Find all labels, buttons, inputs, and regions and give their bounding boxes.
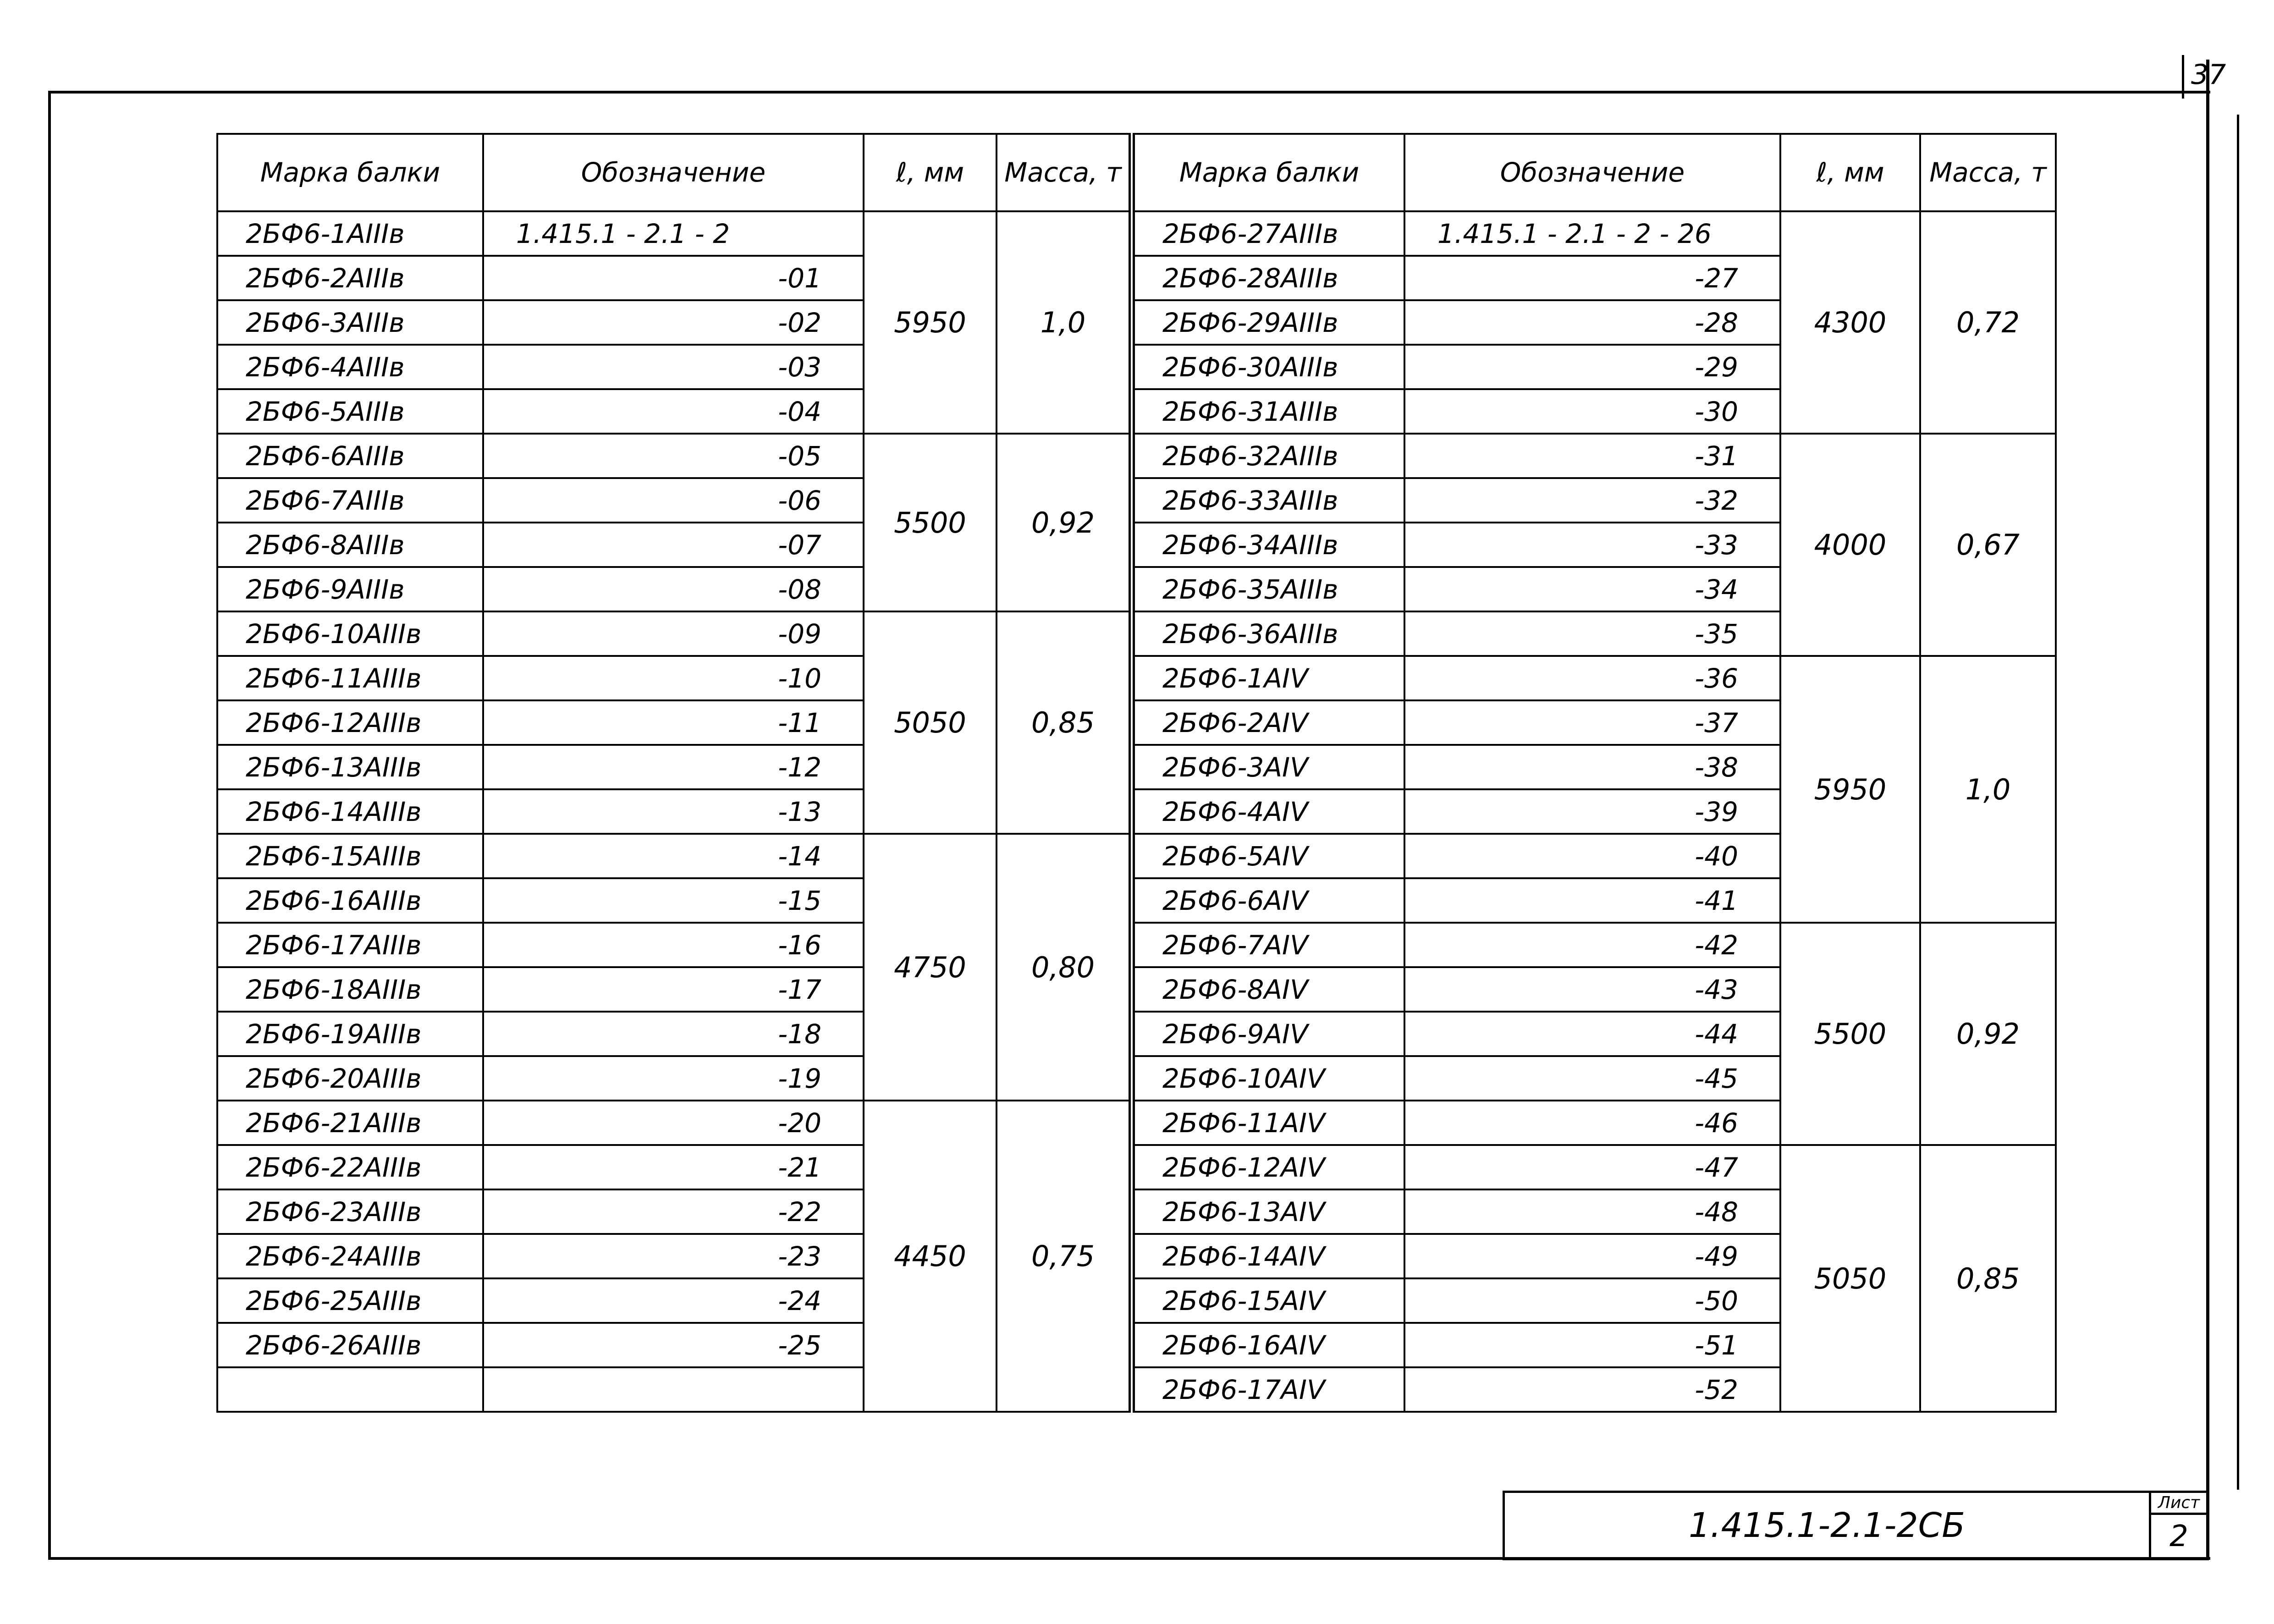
- table-row: [217, 1189, 2056, 1234]
- designation-cell: -18: [483, 1012, 864, 1056]
- length-cell: 5050: [864, 611, 997, 834]
- beam-mark-cell: 2БФ6-8АIV: [1132, 967, 1404, 1012]
- length-cell: 5950: [1780, 656, 1920, 923]
- beam-mark-cell: 2БФ6-8АIIIв: [217, 523, 483, 567]
- designation-cell: -35: [1404, 611, 1780, 656]
- table-row: [217, 567, 2056, 611]
- designation-cell: -15: [483, 878, 864, 923]
- page-number-divider: [2182, 55, 2184, 99]
- mass-cell: 1,0: [1920, 656, 2056, 923]
- designation-cell: -20: [483, 1101, 864, 1145]
- designation-cell: -37: [1404, 700, 1780, 745]
- table-row: [217, 1101, 2056, 1145]
- beam-mark-cell: 2БФ6-16АIIIв: [217, 878, 483, 923]
- designation-cell: -42: [1404, 923, 1780, 967]
- designation-cell: -28: [1404, 300, 1780, 345]
- table-row: [217, 1145, 2056, 1189]
- beam-mark-cell: 2БФ6-9АIIIв: [217, 567, 483, 611]
- designation-cell: -25: [483, 1323, 864, 1367]
- length-cell: 5500: [1780, 923, 1920, 1145]
- table-row: [217, 389, 2056, 434]
- designation-cell: -19: [483, 1056, 864, 1101]
- mass-cell: 0,85: [997, 611, 1132, 834]
- table-row: [217, 1056, 2056, 1101]
- designation-cell: -03: [483, 345, 864, 389]
- table-row: [217, 611, 2056, 656]
- table-row: [217, 1367, 2056, 1412]
- table-row: [217, 1278, 2056, 1323]
- table-row: [217, 1012, 2056, 1056]
- title-block: [1503, 1491, 2209, 1560]
- beam-mark-cell: 2БФ6-9АIV: [1132, 1012, 1404, 1056]
- page-number: 37: [2191, 59, 2226, 91]
- designation-cell: -08: [483, 567, 864, 611]
- header-mass: Масса, т: [997, 134, 1132, 211]
- designation-cell: -16: [483, 923, 864, 967]
- designation-cell: -50: [1404, 1278, 1780, 1323]
- mass-cell: 0,72: [1920, 211, 2056, 434]
- table-row: [217, 434, 2056, 478]
- designation-cell: -36: [1404, 656, 1780, 700]
- beam-mark-cell: 2БФ6-13АIIIв: [217, 745, 483, 789]
- table-row: [217, 834, 2056, 878]
- designation-cell: -33: [1404, 523, 1780, 567]
- beam-mark-cell: 2БФ6-15АIIIв: [217, 834, 483, 878]
- beam-mark-cell: 2БФ6-11АIV: [1132, 1101, 1404, 1145]
- beam-mark-cell: 2БФ6-3АIIIв: [217, 300, 483, 345]
- designation-cell: -02: [483, 300, 864, 345]
- beam-mark-cell: 2БФ6-5АIV: [1132, 834, 1404, 878]
- beam-mark-cell: 2БФ6-4АIV: [1132, 789, 1404, 834]
- designation-cell: -43: [1404, 967, 1780, 1012]
- beam-mark-cell: 2БФ6-33АIIIв: [1132, 478, 1404, 523]
- header-mass: Масса, т: [1920, 134, 2056, 211]
- table-row: [217, 523, 2056, 567]
- sheet-number: 2: [2169, 1519, 2188, 1553]
- designation-cell: -47: [1404, 1145, 1780, 1189]
- table-row: [217, 745, 2056, 789]
- beam-mark-cell: 2БФ6-10АIIIв: [217, 611, 483, 656]
- beam-mark-cell: 2БФ6-23АIIIв: [217, 1189, 483, 1234]
- length-cell: 4450: [864, 1101, 997, 1412]
- beam-mark-cell: 2БФ6-19АIIIв: [217, 1012, 483, 1056]
- beam-mark-cell: 2БФ6-22АIIIв: [217, 1145, 483, 1189]
- mass-cell: 0,92: [997, 434, 1132, 611]
- table-row: [217, 345, 2056, 389]
- beam-mark-cell: 2БФ6-17АIIIв: [217, 923, 483, 967]
- beam-mark-cell: 2БФ6-21АIIIв: [217, 1101, 483, 1145]
- beam-mark-cell: 2БФ6-18АIIIв: [217, 967, 483, 1012]
- beam-mark-cell: 2БФ6-25АIIIв: [217, 1278, 483, 1323]
- designation-cell: -14: [483, 834, 864, 878]
- length-cell: 4300: [1780, 211, 1920, 434]
- designation-cell: -04: [483, 389, 864, 434]
- table-row: [217, 967, 2056, 1012]
- designation-cell: [483, 1367, 864, 1412]
- designation-cell: -12: [483, 745, 864, 789]
- table-row: [217, 1323, 2056, 1367]
- designation-cell: -51: [1404, 1323, 1780, 1367]
- mass-cell: 1,0: [997, 211, 1132, 434]
- table-row: [217, 878, 2056, 923]
- mass-cell: 0,92: [1920, 923, 2056, 1145]
- table-row: [217, 256, 2056, 300]
- table-row: [217, 300, 2056, 345]
- table-row: [217, 211, 2056, 256]
- designation-cell: -45: [1404, 1056, 1780, 1101]
- document-code: 1.415.1-2.1-2СБ: [1505, 1493, 2151, 1558]
- designation-cell: -17: [483, 967, 864, 1012]
- designation-cell: -13: [483, 789, 864, 834]
- beam-mark-cell: 2БФ6-1АIV: [1132, 656, 1404, 700]
- designation-cell: -23: [483, 1234, 864, 1278]
- beam-mark-cell: 2БФ6-27АIIIв: [1132, 211, 1404, 256]
- designation-cell: -21: [483, 1145, 864, 1189]
- beam-mark-cell: 2БФ6-35АIIIв: [1132, 567, 1404, 611]
- beam-mark-cell: 2БФ6-26АIIIв: [217, 1323, 483, 1367]
- mass-cell: 0,75: [997, 1101, 1132, 1412]
- beam-mark-cell: 2БФ6-31АIIIв: [1132, 389, 1404, 434]
- designation-cell: -11: [483, 700, 864, 745]
- designation-cell: -27: [1404, 256, 1780, 300]
- beam-specification-table: [216, 133, 2057, 1413]
- designation-cell: -49: [1404, 1234, 1780, 1278]
- beam-mark-cell: 2БФ6-2АIIIв: [217, 256, 483, 300]
- sheet-label: Лист: [2151, 1493, 2207, 1515]
- beam-mark-cell: 2БФ6-36АIIIв: [1132, 611, 1404, 656]
- beam-mark-cell: 2БФ6-3АIV: [1132, 745, 1404, 789]
- beam-mark-cell: 2БФ6-17АIV: [1132, 1367, 1404, 1412]
- table-row: [217, 478, 2056, 523]
- designation-cell: -40: [1404, 834, 1780, 878]
- length-cell: 5050: [1780, 1145, 1920, 1412]
- header-mark: Марка балки: [1132, 134, 1404, 211]
- header-length: ℓ, мм: [864, 134, 997, 211]
- designation-cell: -01: [483, 256, 864, 300]
- designation-cell: -05: [483, 434, 864, 478]
- beam-mark-cell: 2БФ6-7АIIIв: [217, 478, 483, 523]
- designation-cell: -06: [483, 478, 864, 523]
- table-row: [217, 789, 2056, 834]
- header-length: ℓ, мм: [1780, 134, 1920, 211]
- beam-mark-cell: [217, 1367, 483, 1412]
- beam-mark-cell: 2БФ6-12АIV: [1132, 1145, 1404, 1189]
- beam-mark-cell: 2БФ6-10АIV: [1132, 1056, 1404, 1101]
- beam-mark-cell: 2БФ6-4АIIIв: [217, 345, 483, 389]
- beam-mark-cell: 2БФ6-6АIIIв: [217, 434, 483, 478]
- sheet-edge-line: [2237, 115, 2239, 1490]
- table-row: [217, 923, 2056, 967]
- designation-cell: -41: [1404, 878, 1780, 923]
- table-header-row: [217, 134, 2056, 211]
- mass-cell: 0,67: [1920, 434, 2056, 656]
- length-cell: 4750: [864, 834, 997, 1101]
- designation-cell: -39: [1404, 789, 1780, 834]
- designation-cell: -32: [1404, 478, 1780, 523]
- beam-mark-cell: 2БФ6-12АIIIв: [217, 700, 483, 745]
- designation-cell: -44: [1404, 1012, 1780, 1056]
- designation-cell: -07: [483, 523, 864, 567]
- designation-cell: -34: [1404, 567, 1780, 611]
- length-cell: 5950: [864, 211, 997, 434]
- designation-cell: 1.415.1 - 2.1 - 2: [483, 211, 864, 256]
- designation-cell: -22: [483, 1189, 864, 1234]
- header-mark: Марка балки: [217, 134, 483, 211]
- designation-cell: -31: [1404, 434, 1780, 478]
- table-row: [217, 656, 2056, 700]
- beam-mark-cell: 2БФ6-5АIIIв: [217, 389, 483, 434]
- designation-cell: -30: [1404, 389, 1780, 434]
- beam-mark-cell: 2БФ6-30АIIIв: [1132, 345, 1404, 389]
- beam-mark-cell: 2БФ6-14АIIIв: [217, 789, 483, 834]
- beam-mark-cell: 2БФ6-32АIIIв: [1132, 434, 1404, 478]
- table-body: [217, 211, 2056, 1412]
- beam-mark-cell: 2БФ6-1АIIIв: [217, 211, 483, 256]
- designation-cell: -48: [1404, 1189, 1780, 1234]
- designation-cell: -24: [483, 1278, 864, 1323]
- designation-cell: -52: [1404, 1367, 1780, 1412]
- beam-mark-cell: 2БФ6-11АIIIв: [217, 656, 483, 700]
- mass-cell: 0,85: [1920, 1145, 2056, 1412]
- designation-cell: -09: [483, 611, 864, 656]
- beam-mark-cell: 2БФ6-6АIV: [1132, 878, 1404, 923]
- beam-mark-cell: 2БФ6-2АIV: [1132, 700, 1404, 745]
- beam-mark-cell: 2БФ6-16АIV: [1132, 1323, 1404, 1367]
- frame-right-border: [2206, 60, 2209, 1560]
- beam-mark-cell: 2БФ6-15АIV: [1132, 1278, 1404, 1323]
- designation-cell: -38: [1404, 745, 1780, 789]
- designation-cell: 1.415.1 - 2.1 - 2 - 26: [1404, 211, 1780, 256]
- designation-cell: -46: [1404, 1101, 1780, 1145]
- designation-cell: -29: [1404, 345, 1780, 389]
- table-row: [217, 1234, 2056, 1278]
- beam-mark-cell: 2БФ6-28АIIIв: [1132, 256, 1404, 300]
- beam-mark-cell: 2БФ6-13АIV: [1132, 1189, 1404, 1234]
- header-designation: Обозначение: [1404, 134, 1780, 211]
- table-row: [217, 700, 2056, 745]
- beam-mark-cell: 2БФ6-20АIIIв: [217, 1056, 483, 1101]
- beam-mark-cell: 2БФ6-7АIV: [1132, 923, 1404, 967]
- beam-mark-cell: 2БФ6-14АIV: [1132, 1234, 1404, 1278]
- header-designation: Обозначение: [483, 134, 864, 211]
- beam-mark-cell: 2БФ6-34АIIIв: [1132, 523, 1404, 567]
- designation-cell: -10: [483, 656, 864, 700]
- beam-mark-cell: 2БФ6-29АIIIв: [1132, 300, 1404, 345]
- length-cell: 5500: [864, 434, 997, 611]
- beam-mark-cell: 2БФ6-24АIIIв: [217, 1234, 483, 1278]
- mass-cell: 0,80: [997, 834, 1132, 1101]
- length-cell: 4000: [1780, 434, 1920, 656]
